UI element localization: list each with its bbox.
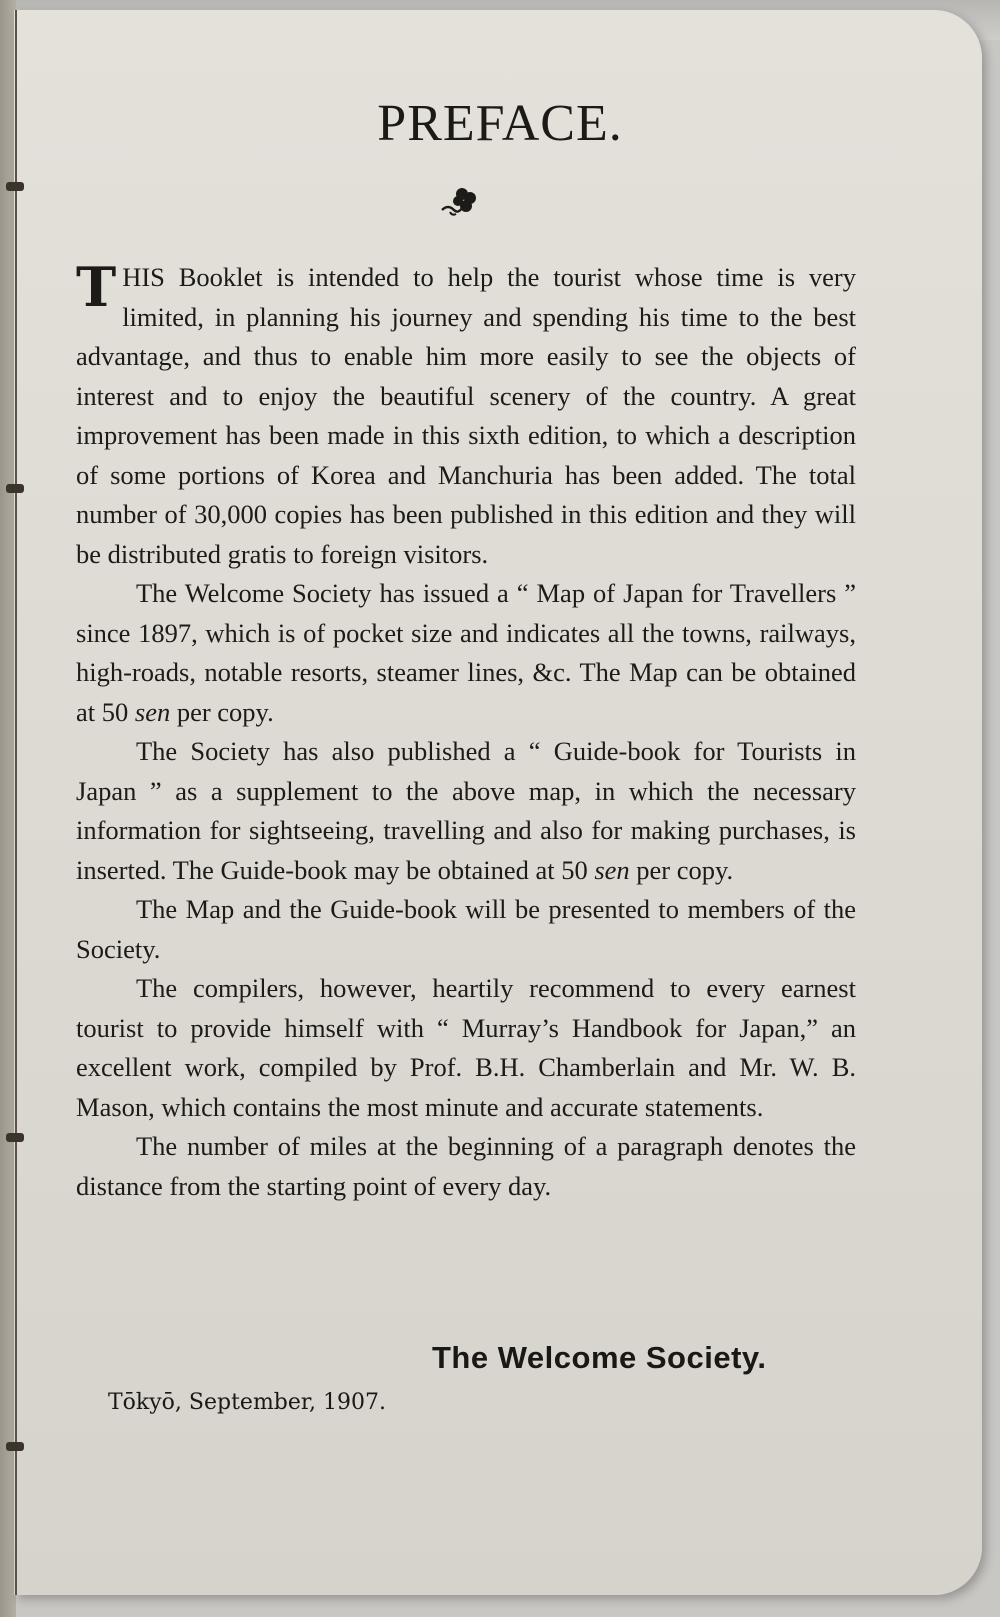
paragraph <box>76 969 856 1127</box>
binding-stitch <box>6 1133 24 1142</box>
clover-ornament-icon <box>440 184 480 220</box>
binding-spine <box>15 10 17 1595</box>
page-title <box>0 94 1000 153</box>
paragraph <box>76 732 856 890</box>
paragraph-text: Booklet is intended to help the tourist whose time is very limited, in planning his journey and spending his time to the best advantage, and thus to enable him more easily to see the objects of interest and to enjoy the beautiful scenery of the country. A great improvement has been made in this sixth edition, to which a description of some portions of Korea and Manchuria has been added. The total number of 30,000 copies has been published in this edition and they will be distributed gratis to foreign visitors. <box>76 262 856 569</box>
paragraph-text: The Society has also published a “ Guide-book for Tourists in Japan ” as a supplement to the above map, in which the necessary information for sightseeing, travelling and also for making purchases, is inserted. The Guide-book may be obtained at 50 <box>76 736 856 885</box>
paragraph <box>76 890 856 969</box>
currency-term: sen <box>594 854 630 885</box>
paragraph-text: The number of miles at the beginning of a paragraph denotes the distance from the starting point of every day. <box>76 1131 856 1201</box>
currency-term: sen <box>134 696 171 727</box>
drop-cap: T <box>76 255 117 319</box>
paragraph-text: The Welcome Society has issued a “ Map of Japan for Travellers ” since 1897, which is of pocket size and indicates all the towns, railways, high-roads, notable resorts, steamer lines, &c. The Map can be obtained at 50 <box>76 578 856 727</box>
paragraph <box>76 574 856 732</box>
dateline: Tōkyō, September, 1907. <box>108 1390 386 1415</box>
paragraph <box>76 1127 856 1206</box>
paragraph-text: per copy. <box>170 696 274 727</box>
paragraph-text: per copy. <box>629 854 734 885</box>
paragraph-text: The compilers, however, heartily recommend to every earnest tourist to provide himself with “ Murray’s Handbook for Japan,” an excellent work, compiled by Prof. B.H. Chamberlain and Mr. W. B. Mason, which contains the most minute and accurate statements. <box>76 973 856 1122</box>
paragraph-first-word: HIS <box>122 262 165 292</box>
preface-body <box>76 255 856 1206</box>
binding-stitch <box>6 1442 24 1451</box>
paragraph-text: The Map and the Guide-book will be presented to members of the Society. <box>76 894 856 964</box>
signature: The Welcome Society. <box>432 1340 767 1375</box>
binding-stitch <box>6 484 24 493</box>
paragraph <box>76 255 856 574</box>
page-title-text: PREFACE. <box>377 95 623 152</box>
binding-stitch <box>6 182 24 191</box>
